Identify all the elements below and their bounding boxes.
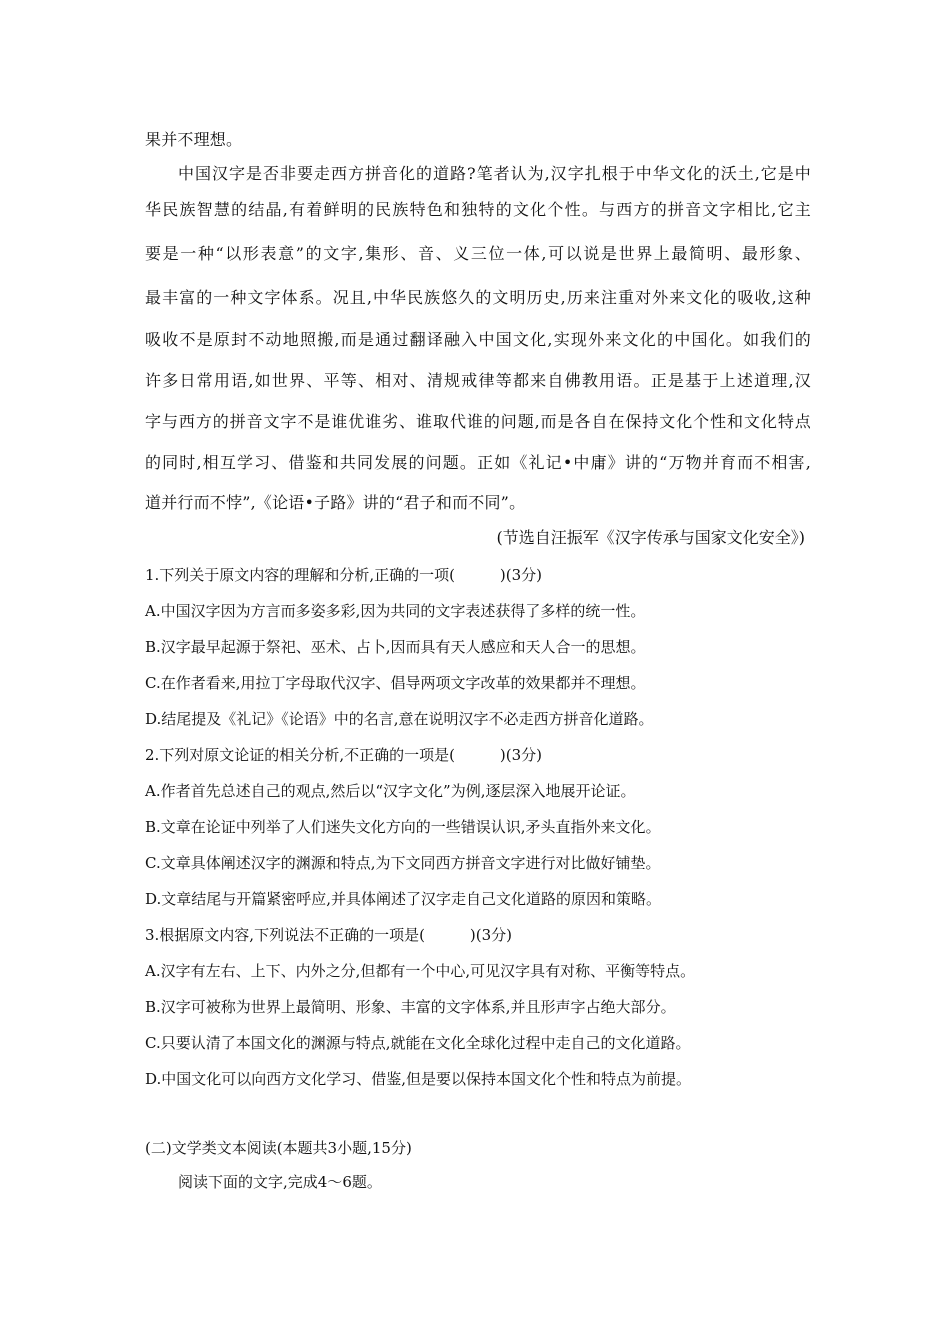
article-line: 要是一种“以形表意”的文字,集形、音、义三位一体,可以说是世界上最简明、最形象、 [145,244,811,263]
article-source: (节选自汪振军《汉字传承与国家文化安全》) [496,528,805,547]
section-instruction: 阅读下面的文字,完成4～6题。 [178,1173,382,1191]
question-stem: 3.根据原文内容,下列说法不正确的一项是( )(3分) [145,926,513,944]
article-line: 果并不理想。 [145,130,243,149]
article-line: 华民族智慧的结晶,有着鲜明的民族特色和独特的文化个性。与西方的拼音文字相比,它主 [145,200,811,219]
article-line: 字与西方的拼音文字不是谁优谁劣、谁取代谁的问题,而是各自在保持文化个性和文化特点 [145,412,811,431]
question-stem: 1.下列关于原文内容的理解和分析,正确的一项( )(3分) [145,566,543,584]
question-option: B.汉字最早起源于祭祀、巫术、占卜,因而具有天人感应和天人合一的思想。 [145,638,646,656]
article-line: 的同时,相互学习、借鉴和共同发展的问题。正如《礼记•中庸》讲的“万物并育而不相害, [145,453,811,472]
question-option: C.文章具体阐述汉字的渊源和特点,为下文同西方拼音文字进行对比做好铺垫。 [145,854,661,872]
question-stem: 2.下列对原文论证的相关分析,不正确的一项是( )(3分) [145,746,543,764]
article-line: 吸收不是原封不动地照搬,而是通过翻译融入中国文化,实现外来文化的中国化。如我们的 [145,330,811,349]
article-line: 最丰富的一种文字体系。况且,中华民族悠久的文明历史,历来注重对外来文化的吸收,这种 [145,288,811,307]
article-line: 许多日常用语,如世界、平等、相对、清规戒律等都来自佛教用语。正是基于上述道理,汉 [145,371,811,390]
article-line: 道并行而不悖”,《论语•子路》讲的“君子和而不同”。 [145,493,526,512]
question-option: A.汉字有左右、上下、内外之分,但都有一个中心,可见汉字具有对称、平衡等特点。 [145,962,696,980]
question-option: B.汉字可被称为世界上最简明、形象、丰富的文字体系,并且形声字占绝大部分。 [145,998,676,1016]
question-option: D.文章结尾与开篇紧密呼应,并具体阐述了汉字走自己文化道路的原因和策略。 [145,890,662,908]
question-option: D.结尾提及《礼记》《论语》中的名言,意在说明汉字不必走西方拼音化道路。 [145,710,654,728]
section-title: (二)文学类文本阅读(本题共3小题,15分) [145,1139,412,1157]
question-option: C.只要认清了本国文化的渊源与特点,就能在文化全球化过程中走自己的文化道路。 [145,1034,691,1052]
question-option: A.作者首先总述自己的观点,然后以“汉字文化”为例,逐层深入地展开论证。 [145,782,636,800]
question-option: A.中国汉字因为方言而多姿多彩,因为共同的文字表述获得了多样的统一性。 [145,602,646,620]
question-option: B.文章在论证中列举了人们迷失文化方向的一些错误认识,矛头直指外来文化。 [145,818,661,836]
article-line: 中国汉字是否非要走西方拼音化的道路?笔者认为,汉字扎根于中华文化的沃土,它是中 [178,164,811,183]
question-option: C.在作者看来,用拉丁字母取代汉字、倡导两项文字改革的效果都并不理想。 [145,674,646,692]
question-option: D.中国文化可以向西方文化学习、借鉴,但是要以保持本国文化个性和特点为前提。 [145,1070,692,1088]
